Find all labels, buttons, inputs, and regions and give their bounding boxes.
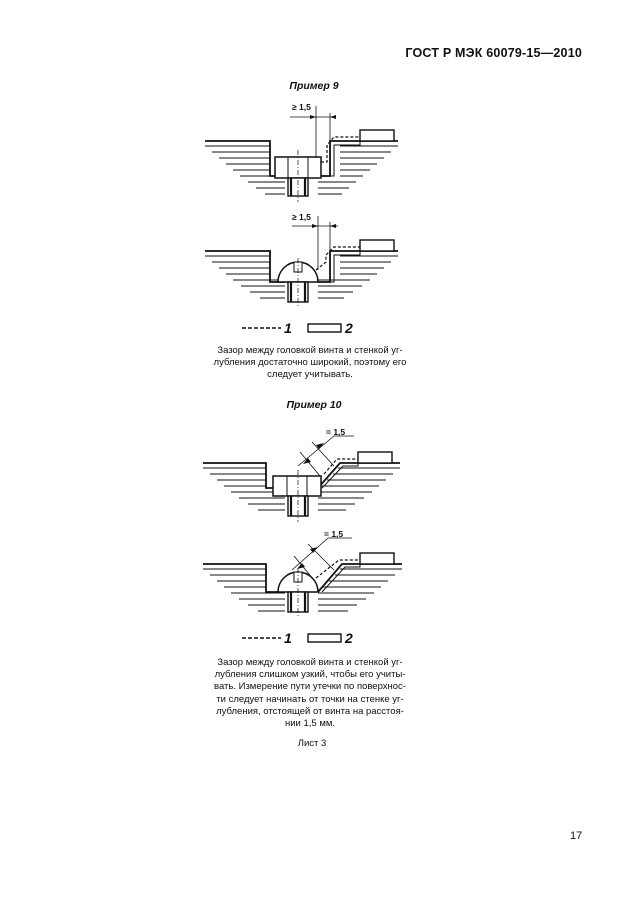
legend-label-2: 2 bbox=[345, 320, 353, 336]
dimension-label-9b: ≥ 1,5 bbox=[292, 212, 311, 222]
ground-hatch-left bbox=[203, 569, 285, 611]
page-number: 17 bbox=[570, 830, 583, 842]
ground-hatch-left bbox=[205, 256, 285, 298]
example-9-title: Пример 9 bbox=[289, 80, 339, 92]
caption-line: Зазор между головкой винта и стенкой уг- bbox=[217, 345, 403, 356]
legend-label-2: 2 bbox=[345, 630, 353, 646]
example-9-figure-a bbox=[205, 106, 398, 202]
caption-line: Зазор между головкой винта и стенкой уг- bbox=[217, 657, 403, 668]
legend-label-1: 1 bbox=[284, 320, 292, 336]
dimension-label-10b: = 1,5 bbox=[324, 529, 344, 539]
caption-line: лубления, отстоящей от винта на расстоя- bbox=[216, 705, 404, 717]
sheet-label: Лист 3 bbox=[297, 738, 327, 749]
caption-line: лубления достаточно широкий, поэтому его bbox=[213, 357, 407, 369]
example-9-caption bbox=[192, 345, 428, 382]
caption-line: нии 1,5 мм. bbox=[284, 718, 336, 730]
example-10-caption bbox=[192, 657, 428, 730]
caption-line: следует учитывать. bbox=[267, 369, 353, 381]
legend-label-1: 1 bbox=[284, 630, 292, 646]
example-9-figure-b bbox=[205, 216, 398, 308]
dimension-label-10a: = 1,5 bbox=[326, 427, 346, 437]
caption-line: ти следует начинать от точки на стенке уг- bbox=[216, 693, 404, 705]
document-header: ГОСТ Р МЭК 60079-15—2010 bbox=[405, 46, 582, 60]
caption-line: лубления слишком узкий, чтобы его учиты- bbox=[214, 669, 406, 681]
ground-hatch-right bbox=[318, 569, 402, 611]
example-10-title: Пример 10 bbox=[286, 399, 342, 411]
example-10-figure-a bbox=[203, 436, 400, 522]
caption-line: вать. Измерение пути утечки по поверхнос- bbox=[214, 681, 406, 693]
dimension-label-9a: ≥ 1,5 bbox=[292, 102, 311, 112]
example-10-figure-b bbox=[203, 538, 402, 618]
ground-hatch-left bbox=[205, 146, 285, 194]
